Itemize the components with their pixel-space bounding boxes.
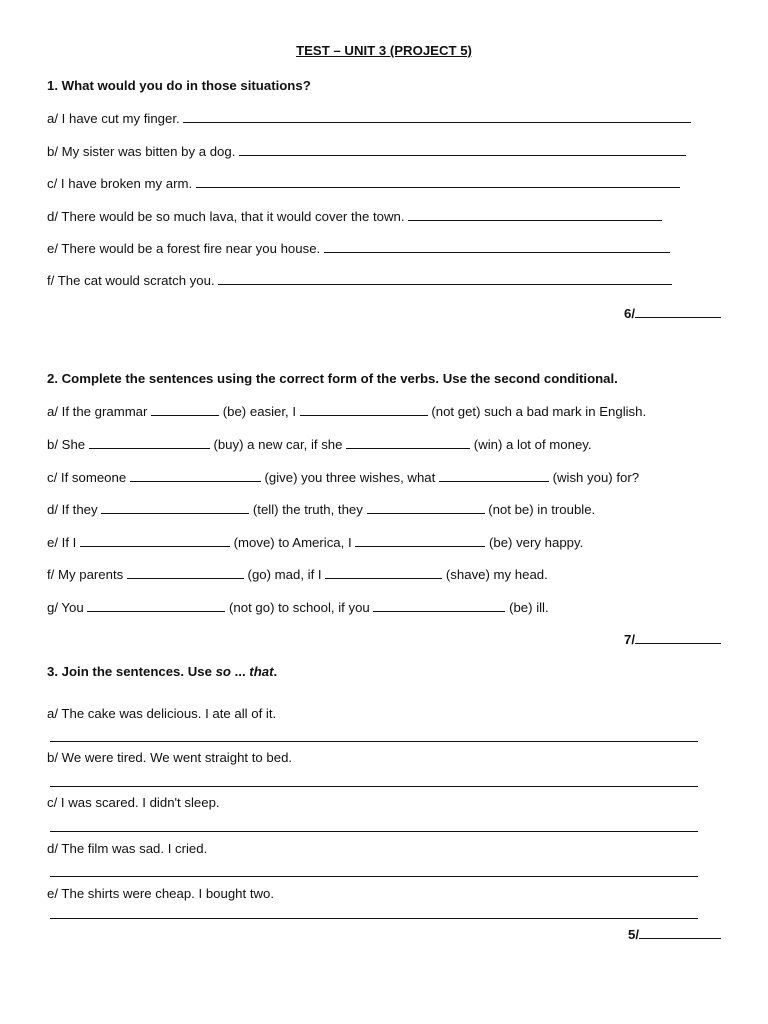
section1-item-e <box>47 241 670 256</box>
item-text: b/ She <box>47 437 89 452</box>
verb-blank[interactable] <box>355 535 485 547</box>
verb-blank[interactable] <box>127 567 244 579</box>
verb-blank[interactable] <box>325 567 442 579</box>
section2-item-e <box>47 535 583 550</box>
section3-item-e: e/ The shirts were cheap. I bought two. <box>47 886 275 901</box>
item-text: a/ If the grammar <box>47 404 152 419</box>
score-label: 5/ <box>628 927 639 942</box>
page-title: TEST – UNIT 3 (PROJECT 5) <box>296 43 472 58</box>
item-text: (shave) my head. <box>442 567 548 582</box>
answer-blank[interactable] <box>239 144 686 156</box>
section3-item-d: d/ The film was sad. I cried. <box>47 841 208 856</box>
section3-item-c: c/ I was scared. I didn't sleep. <box>47 795 220 810</box>
heading-keyword-that: that <box>249 664 274 679</box>
answer-blank[interactable] <box>196 176 680 188</box>
verb-blank[interactable] <box>373 600 505 612</box>
item-text: b/ My sister was bitten by a dog. <box>47 144 236 159</box>
answer-blank[interactable] <box>408 209 662 221</box>
item-text: f/ The cat would scratch you. <box>47 273 215 288</box>
section2-heading: 2. Complete the sentences using the correct form of the verbs. Use the second conditional. <box>47 371 618 386</box>
section2-item-b <box>47 437 592 452</box>
answer-blank[interactable] <box>218 273 672 285</box>
item-text: (go) mad, if I <box>243 567 326 582</box>
answer-blank[interactable] <box>183 111 691 123</box>
section1-heading: 1. What would you do in those situations? <box>47 78 311 93</box>
section1-item-d <box>47 209 662 224</box>
section2-item-g <box>47 600 549 615</box>
verb-blank[interactable] <box>87 600 225 612</box>
score-blank[interactable] <box>635 306 721 318</box>
section3-item-a: a/ The cake was delicious. I ate all of it. <box>47 706 277 721</box>
section2-item-f <box>47 567 548 582</box>
section1-item-b <box>47 144 686 159</box>
verb-blank[interactable] <box>130 470 261 482</box>
section1-item-f <box>47 273 672 288</box>
score-blank[interactable] <box>635 632 721 644</box>
verb-blank[interactable] <box>151 404 219 416</box>
verb-blank[interactable] <box>89 437 210 449</box>
item-text: f/ My parents <box>47 567 127 582</box>
item-text: (wish you) for? <box>548 470 640 485</box>
answer-line[interactable] <box>50 831 698 832</box>
heading-text: ... <box>230 664 250 679</box>
item-text: d/ There would be so much lava, that it would cover the town. <box>47 209 405 224</box>
section2-item-c <box>47 470 639 485</box>
item-text: a/ I have cut my finger. <box>47 111 180 126</box>
verb-blank[interactable] <box>101 502 249 514</box>
item-text: (win) a lot of money. <box>470 437 592 452</box>
item-text: (move) to America, I <box>229 535 356 550</box>
item-text: (buy) a new car, if she <box>209 437 347 452</box>
item-text: d/ If they <box>47 502 102 517</box>
verb-blank[interactable] <box>80 535 230 547</box>
item-text: c/ I have broken my arm. <box>47 176 193 191</box>
verb-blank[interactable] <box>439 470 549 482</box>
item-text: g/ You <box>47 600 88 615</box>
section3-score <box>628 927 721 942</box>
answer-line[interactable] <box>50 876 698 877</box>
answer-blank[interactable] <box>324 241 670 253</box>
score-label: 6/ <box>624 306 635 321</box>
answer-line[interactable] <box>50 786 698 787</box>
section3-item-b: b/ We were tired. We went straight to bed. <box>47 750 293 765</box>
section2-score <box>624 632 721 647</box>
heading-keyword-so: so <box>215 664 231 679</box>
item-text: (be) very happy. <box>485 535 584 550</box>
item-text: (not be) in trouble. <box>484 502 596 517</box>
section2-item-d <box>47 502 595 517</box>
item-text: c/ If someone <box>47 470 130 485</box>
item-text: (not get) such a bad mark in English. <box>427 404 647 419</box>
item-text: (tell) the truth, they <box>249 502 367 517</box>
section1-item-a <box>47 111 691 126</box>
score-blank[interactable] <box>639 927 721 939</box>
verb-blank[interactable] <box>346 437 470 449</box>
section1-score <box>624 306 721 321</box>
answer-line[interactable] <box>50 918 698 919</box>
item-text: e/ If I <box>47 535 80 550</box>
score-label: 7/ <box>624 632 635 647</box>
heading-text: 3. Join the sentences. Use <box>47 664 216 679</box>
verb-blank[interactable] <box>300 404 428 416</box>
item-text: (be) ill. <box>505 600 549 615</box>
answer-line[interactable] <box>50 741 698 742</box>
item-text: (not go) to school, if you <box>225 600 374 615</box>
item-text: e/ There would be a forest fire near you house. <box>47 241 321 256</box>
item-text: (give) you three wishes, what <box>260 470 439 485</box>
item-text: (be) easier, I <box>219 404 300 419</box>
section2-item-a <box>47 404 646 419</box>
section1-item-c <box>47 176 680 191</box>
heading-text: . <box>273 664 278 679</box>
section3-heading <box>47 664 277 679</box>
verb-blank[interactable] <box>367 502 485 514</box>
